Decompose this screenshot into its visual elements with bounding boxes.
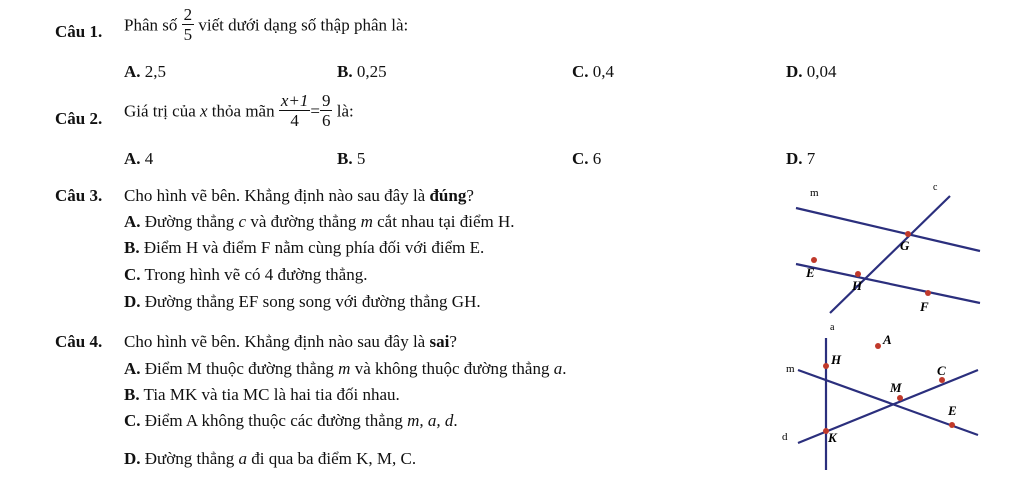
q3-text: Cho hình vẽ bên. Khẳng định nào sau đây là — [124, 186, 426, 205]
label-m: m — [810, 187, 819, 199]
point-a — [875, 343, 881, 349]
line-ef — [796, 264, 980, 303]
option-var: m — [360, 212, 373, 231]
q3-option-a — [124, 212, 515, 232]
q4-stem — [124, 332, 457, 352]
q1-option-b — [337, 62, 387, 82]
q3-end: ? — [466, 186, 474, 205]
label-d: d — [782, 431, 788, 443]
label-A: A — [883, 332, 892, 347]
option-text: . — [562, 359, 567, 378]
q2-stem — [124, 93, 354, 132]
label-e: E — [806, 265, 815, 280]
option-letter: C. — [572, 62, 589, 81]
label-c: C — [937, 363, 946, 378]
option-value: 0,4 — [592, 62, 615, 81]
label-c: c — [933, 182, 938, 193]
q3-figure — [790, 180, 990, 320]
option-text: Đường thẳng — [144, 212, 235, 231]
label-h: H — [831, 352, 842, 367]
point-h — [823, 363, 829, 369]
option-letter: A. — [124, 149, 141, 168]
option-var: m, a, d — [407, 411, 454, 430]
option-letter: B. — [124, 385, 140, 404]
option-letter: D. — [124, 292, 141, 311]
q3-option-b — [124, 238, 484, 258]
q2-option-c — [572, 149, 601, 169]
q4-end: ? — [449, 332, 457, 351]
q1-frac-den: 5 — [183, 25, 193, 44]
q2-text-after: là: — [336, 101, 354, 121]
q1-text-after: viết dưới dạng số thập phân là: — [198, 15, 409, 35]
q4-option-c — [124, 411, 458, 431]
label-m-point: M — [890, 380, 902, 395]
q1-fraction — [182, 5, 195, 44]
option-text: Đường thẳng EF song song với đường thẳng GH. — [144, 292, 481, 311]
q2-frac1-den: 4 — [290, 111, 299, 130]
option-letter: A. — [124, 359, 141, 378]
q2-equals: = — [310, 101, 320, 121]
q2-fraction-1 — [279, 91, 311, 130]
option-letter: C. — [124, 265, 141, 284]
option-var: m — [338, 359, 351, 378]
option-value: 2,5 — [144, 62, 167, 81]
point-g — [905, 231, 911, 237]
label-f: F — [920, 299, 929, 314]
option-letter: D. — [124, 449, 141, 468]
option-var: a — [238, 449, 248, 468]
q2-frac2-num: 9 — [321, 91, 331, 110]
option-letter: A. — [124, 212, 141, 231]
option-letter: B. — [337, 62, 353, 81]
q2-frac2-den: 6 — [321, 111, 331, 130]
q2-option-a — [124, 149, 153, 169]
option-letter: C. — [124, 411, 141, 430]
q1-option-c — [572, 62, 614, 82]
label-g: G — [900, 238, 910, 253]
option-text: . — [453, 411, 458, 430]
q4-text: Cho hình vẽ bên. Khẳng định nào sau đây là — [124, 332, 426, 351]
point-f — [925, 290, 931, 296]
q3-label: Câu 3. — [55, 186, 103, 205]
q4-emph: sai — [429, 332, 450, 351]
label-e: E — [948, 403, 957, 418]
q3-option-d — [124, 292, 481, 312]
option-letter: A. — [124, 62, 141, 81]
q2-option-b — [337, 149, 365, 169]
line-c — [830, 196, 950, 313]
q1-stem — [124, 7, 408, 46]
q3-stem — [124, 186, 474, 206]
option-letter: D. — [786, 62, 803, 81]
point-e — [949, 422, 955, 428]
q1-option-d — [786, 62, 837, 82]
label-a: a — [830, 322, 835, 333]
q4-option-a — [124, 359, 566, 379]
option-var: a — [553, 359, 563, 378]
line-m — [796, 208, 980, 251]
point-h — [855, 271, 861, 277]
option-value: 0,04 — [806, 62, 837, 81]
option-text: Đường thẳng — [144, 449, 235, 468]
q2-var: x — [200, 101, 208, 121]
q4-figure — [770, 320, 990, 475]
q3-emph: đúng — [429, 186, 467, 205]
q4-label: Câu 4. — [55, 332, 103, 351]
q1-option-a — [124, 62, 166, 82]
q3-option-c — [124, 265, 367, 285]
option-letter: D. — [786, 149, 803, 168]
q4-option-d — [124, 449, 416, 469]
option-text: Điểm A không thuộc các đường thẳng — [144, 411, 403, 430]
q2-text-mid: thỏa mãn — [211, 101, 275, 121]
option-value: 4 — [144, 149, 154, 168]
point-e — [811, 257, 817, 263]
q2-option-d — [786, 149, 815, 169]
option-letter: B. — [337, 149, 353, 168]
option-value: 5 — [356, 149, 366, 168]
option-text: đi qua ba điểm K, M, C. — [251, 449, 417, 468]
option-text: Tia MK và tia MC là hai tia đối nhau. — [143, 385, 400, 404]
option-text: Trong hình vẽ có 4 đường thẳng. — [144, 265, 368, 284]
option-value: 6 — [592, 149, 602, 168]
option-text: Điểm H và điểm F nằm cùng phía đối với điểm E. — [143, 238, 485, 257]
option-value: 7 — [806, 149, 816, 168]
option-var: c — [238, 212, 247, 231]
q2-fraction-2 — [320, 91, 333, 130]
q1-text-before: Phân số — [124, 15, 178, 35]
q2-text-before: Giá trị của — [124, 101, 196, 121]
label-h: H — [852, 278, 863, 293]
option-text: và không thuộc đường thẳng — [354, 359, 550, 378]
q1-label: Câu 1. — [55, 22, 103, 41]
option-letter: C. — [572, 149, 589, 168]
q1-frac-num: 2 — [183, 5, 193, 24]
label-k: K — [828, 430, 837, 445]
q2-frac1-num: x+1 — [280, 91, 309, 110]
q2-label: Câu 2. — [55, 109, 103, 128]
q4-option-b — [124, 385, 400, 405]
option-letter: B. — [124, 238, 140, 257]
option-text: và đường thẳng — [250, 212, 357, 231]
option-value: 0,25 — [356, 62, 387, 81]
option-text: cắt nhau tại điểm H. — [377, 212, 515, 231]
point-m — [897, 395, 903, 401]
option-text: Điểm M thuộc đường thẳng — [144, 359, 334, 378]
label-m: m — [786, 363, 795, 375]
